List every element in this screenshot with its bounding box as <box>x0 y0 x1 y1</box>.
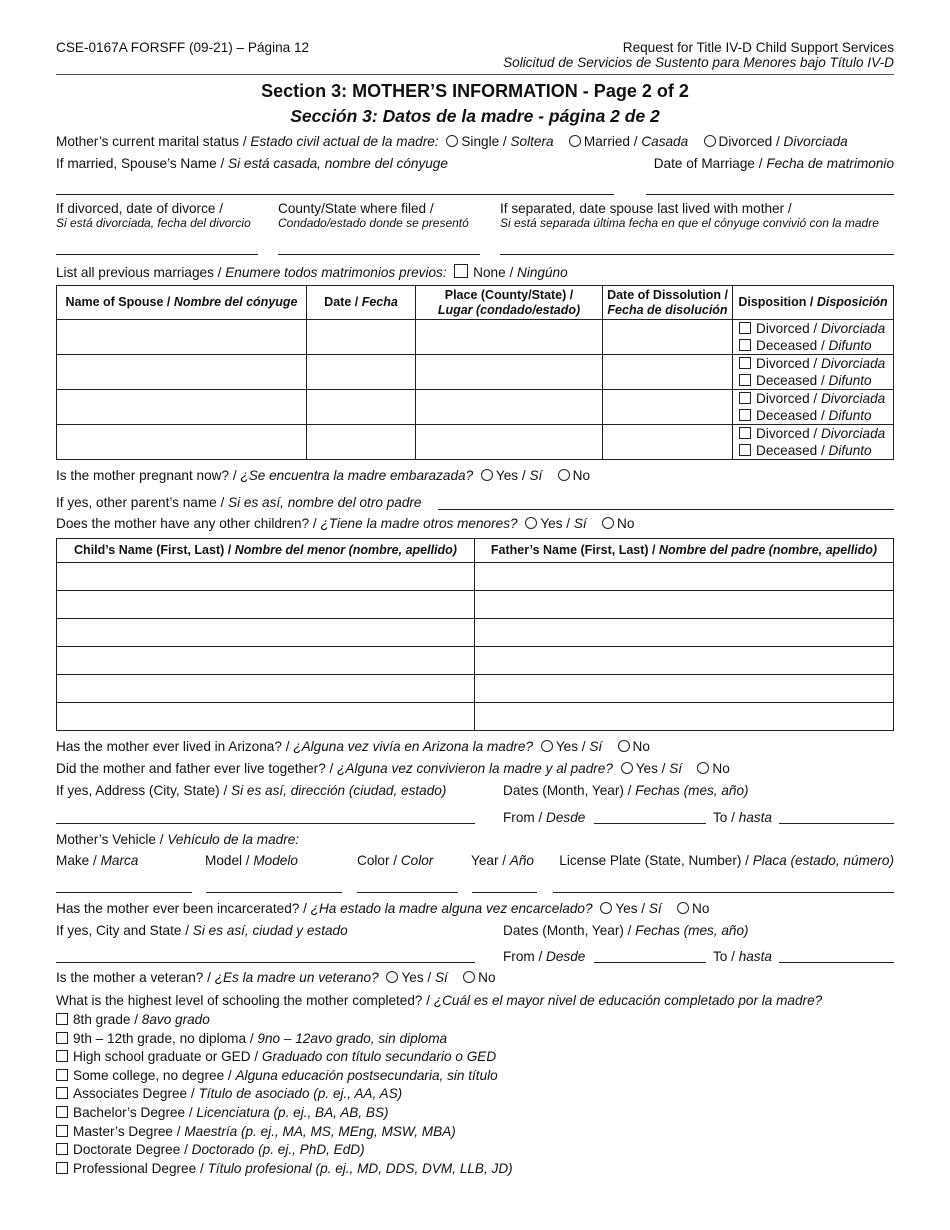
vehicle-color-field[interactable] <box>357 892 458 893</box>
previous-marriages-table <box>56 285 894 460</box>
cell[interactable] <box>307 425 416 460</box>
deceased-checkbox[interactable] <box>739 374 751 386</box>
together-dates-label: Dates (Month, Year) / Fechas (mes, año) <box>503 783 749 798</box>
incarcerated-no-radio[interactable] <box>677 902 689 914</box>
education-option[interactable]: High school graduate or GED / Graduado con título secundario o GED <box>56 1048 513 1067</box>
education-option[interactable]: 8th grade / 8avo grado <box>56 1011 513 1030</box>
vehicle-model-field[interactable] <box>206 892 342 893</box>
cell[interactable] <box>475 619 894 647</box>
vehicle-label: Mother’s Vehicle / Vehículo de la madre: <box>56 832 300 847</box>
table-row <box>57 390 894 425</box>
arizona-question: Has the mother ever lived in Arizona? / ¿Alguna vez vivía en Arizona la madre? Yes / Sí No <box>56 739 650 754</box>
education-option[interactable]: Master’s Degree / Maestría (p. ej., MA, MS, MEng, MSW, MBA) <box>56 1123 513 1142</box>
cell[interactable] <box>307 355 416 390</box>
cell[interactable] <box>57 619 475 647</box>
education-checkbox[interactable] <box>56 1162 68 1174</box>
spouse-name-label: If married, Spouse’s Name / Si está casada, nombre del cónyuge <box>56 156 448 171</box>
cell[interactable] <box>307 390 416 425</box>
children-header-row <box>57 539 894 563</box>
cell[interactable] <box>416 355 603 390</box>
disposition-cell: Divorced / Divorciada Deceased / Difunto <box>733 425 894 460</box>
pregnant-question: Is the mother pregnant now? / ¿Se encuentra la madre embarazada? Yes / Sí No <box>56 468 591 483</box>
vehicle-color-label: Color / Color <box>357 853 434 868</box>
divorced-checkbox[interactable] <box>739 322 751 334</box>
divorced-checkbox[interactable] <box>739 392 751 404</box>
vehicle-year-label: Year / Año <box>471 853 534 868</box>
other-parent-field[interactable] <box>438 509 894 510</box>
children-yes-radio[interactable] <box>525 517 537 529</box>
table-row <box>57 647 894 675</box>
education-option[interactable]: Bachelor’s Degree / Licenciatura (p. ej., BA, AB, BS) <box>56 1104 513 1123</box>
cell[interactable] <box>416 390 603 425</box>
education-checkbox[interactable] <box>56 1106 68 1118</box>
arizona-no-radio[interactable] <box>618 740 630 752</box>
together-from-label: From / Desde <box>503 810 586 825</box>
other-children-question: Does the mother have any other children? / ¿Tiene la madre otros menores? Yes / Sí No <box>56 516 635 531</box>
divorced-radio[interactable] <box>704 135 716 147</box>
cell[interactable] <box>475 647 894 675</box>
cell[interactable] <box>603 425 733 460</box>
table-row <box>57 355 894 390</box>
education-checkbox[interactable] <box>56 1013 68 1025</box>
deceased-checkbox[interactable] <box>739 444 751 456</box>
spouse-name-field[interactable] <box>56 194 614 195</box>
cell[interactable] <box>57 390 307 425</box>
education-option[interactable]: Associates Degree / Título de asociado (p. ej., AA, AS) <box>56 1085 513 1104</box>
divorce-date-field[interactable] <box>56 254 258 255</box>
single-radio[interactable] <box>446 135 458 147</box>
together-yes-radio[interactable] <box>621 762 633 774</box>
education-option[interactable]: 9th – 12th grade, no diploma / 9no – 12avo grado, sin diploma <box>56 1030 513 1049</box>
together-from-field[interactable] <box>594 823 706 824</box>
together-no-radio[interactable] <box>697 762 709 774</box>
cell[interactable] <box>57 675 475 703</box>
form-title-es: Solicitud de Servicios de Sustento para Menores bajo Título IV-D <box>503 55 894 70</box>
cell[interactable] <box>416 320 603 355</box>
education-checkbox[interactable] <box>56 1069 68 1081</box>
table-row <box>57 563 894 591</box>
incarcerated-to-field[interactable] <box>779 962 894 963</box>
cell[interactable] <box>57 591 475 619</box>
cell[interactable] <box>603 320 733 355</box>
disposition-cell: Divorced / Divorciada Deceased / Difunto <box>733 320 894 355</box>
incarcerated-yes-radio[interactable] <box>600 902 612 914</box>
county-filed-label: County/State where filed / Condado/estado donde se presentó <box>278 201 469 230</box>
col-father-name: Father’s Name (First, Last) / Nombre del padre (nombre, apellido) <box>475 539 894 563</box>
cell[interactable] <box>603 355 733 390</box>
vehicle-make-label: Make / Marca <box>56 853 139 868</box>
col-date: Date / Fecha <box>307 286 416 320</box>
vehicle-year-field[interactable] <box>472 892 537 893</box>
married-radio[interactable] <box>569 135 581 147</box>
cell[interactable] <box>57 647 475 675</box>
col-dissolution: Date of Dissolution / Fecha de disolución <box>603 286 733 320</box>
disposition-cell: Divorced / Divorciada Deceased / Difunto <box>733 355 894 390</box>
table-row <box>57 703 894 731</box>
cell[interactable] <box>475 703 894 731</box>
pregnant-no-radio[interactable] <box>558 469 570 481</box>
form-title <box>503 40 894 70</box>
separated-date-label: If separated, date spouse last lived with mother / Si está separada última fecha en que el cónyuge convivió con la madre <box>500 201 879 230</box>
vehicle-model-label: Model / Modelo <box>205 853 298 868</box>
education-option[interactable]: Some college, no degree / Alguna educación postsecundaria, sin título <box>56 1067 513 1086</box>
cell[interactable] <box>603 390 733 425</box>
previous-marriages-label: List all previous marriages / Enumere todos matrimonios previos: None / Ningúno <box>56 265 568 280</box>
section-title-en: Section 3: MOTHER’S INFORMATION - Page 2 of 2 <box>261 81 689 101</box>
cell[interactable] <box>57 425 307 460</box>
table-row <box>57 320 894 355</box>
deceased-checkbox[interactable] <box>739 339 751 351</box>
incarcerated-from-field[interactable] <box>594 962 706 963</box>
incarcerated-city-field[interactable] <box>56 962 475 963</box>
cell[interactable] <box>57 320 307 355</box>
together-to-field[interactable] <box>779 823 894 824</box>
vehicle-plate-label: License Plate (State, Number) / Placa (estado, número) <box>559 853 894 868</box>
education-checkbox[interactable] <box>56 1032 68 1044</box>
education-checkbox[interactable] <box>56 1087 68 1099</box>
divorced-checkbox[interactable] <box>739 357 751 369</box>
table-row <box>57 619 894 647</box>
divorce-date-label: If divorced, date of divorce / Si está divorciada, fecha del divorcio <box>56 201 251 230</box>
table-row <box>57 591 894 619</box>
veteran-question: Is the mother a veteran? / ¿Es la madre un veterano? Yes / Sí No <box>56 970 496 985</box>
divorced-checkbox[interactable] <box>739 427 751 439</box>
incarcerated-city-label: If yes, City and State / Si es así, ciudad y estado <box>56 923 348 938</box>
form-id: CSE-0167A FORSFF (09-21) – Página 12 <box>56 40 310 55</box>
separated-date-field[interactable] <box>500 254 894 255</box>
veteran-yes-radio[interactable] <box>386 971 398 983</box>
together-to-label: To / hasta <box>713 810 772 825</box>
table-row <box>57 675 894 703</box>
vehicle-plate-field[interactable] <box>553 892 894 893</box>
education-checkbox[interactable] <box>56 1143 68 1155</box>
disposition-cell: Divorced / Divorciada Deceased / Difunto <box>733 390 894 425</box>
education-checkbox[interactable] <box>56 1125 68 1137</box>
cell[interactable] <box>57 563 475 591</box>
children-no-radio[interactable] <box>602 517 614 529</box>
together-question: Did the mother and father ever live together? / ¿Alguna vez convivieron la madre y al padre? Yes / Sí No <box>56 761 730 776</box>
incarcerated-question: Has the mother ever been incarcerated? / ¿Ha estado la madre alguna vez encarcelado? Yes / Sí No <box>56 901 710 916</box>
cell[interactable] <box>416 425 603 460</box>
education-options <box>56 1011 513 1178</box>
incarcerated-from-label: From / Desde <box>503 949 586 964</box>
cell[interactable] <box>475 675 894 703</box>
children-table <box>56 538 894 731</box>
education-question: What is the highest level of schooling the mother completed? / ¿Cuál es el mayor nivel de educación completado por la madre? <box>56 993 823 1008</box>
col-disposition: Disposition / Disposición <box>733 286 894 320</box>
together-address-field[interactable] <box>56 823 475 824</box>
cell[interactable] <box>475 563 894 591</box>
cell[interactable] <box>57 355 307 390</box>
col-place: Place (County/State) / Lugar (condado/estado) <box>416 286 603 320</box>
veteran-no-radio[interactable] <box>463 971 475 983</box>
form-title-en: Request for Title IV-D Child Support Services <box>622 40 894 55</box>
education-option[interactable]: Professional Degree / Título profesional (p. ej., MD, DDS, DVM, LLB, JD) <box>56 1160 513 1179</box>
county-filed-field[interactable] <box>278 254 480 255</box>
vehicle-make-field[interactable] <box>56 892 192 893</box>
marital-status-row: Mother’s current marital status / Estado civil actual de la madre: Single / Soltera Married / Casada Divorced / Divorciada <box>56 134 848 149</box>
none-checkbox[interactable] <box>454 264 468 278</box>
date-of-marriage-label: Date of Marriage / Fecha de matrimonio <box>653 156 894 171</box>
pregnant-yes-radio[interactable] <box>481 469 493 481</box>
date-of-marriage-field[interactable] <box>646 194 894 195</box>
other-parent-label: If yes, other parent’s name / Si es así, nombre del otro padre <box>56 495 422 510</box>
together-address-label: If yes, Address (City, State) / Si es así, dirección (ciudad, estado) <box>56 783 447 798</box>
cell[interactable] <box>475 591 894 619</box>
marriages-header-row <box>57 286 894 320</box>
table-row <box>57 425 894 460</box>
header-divider <box>56 74 894 75</box>
cell[interactable] <box>307 320 416 355</box>
deceased-checkbox[interactable] <box>739 409 751 421</box>
education-option[interactable]: Doctorate Degree / Doctorado (p. ej., PhD, EdD) <box>56 1141 513 1160</box>
incarcerated-to-label: To / hasta <box>713 949 772 964</box>
section-title-es: Sección 3: Datos de la madre - página 2 de 2 <box>290 106 660 126</box>
col-child-name: Child’s Name (First, Last) / Nombre del menor (nombre, apellido) <box>57 539 475 563</box>
cell[interactable] <box>57 703 475 731</box>
education-checkbox[interactable] <box>56 1050 68 1062</box>
col-spouse-name: Name of Spouse / Nombre del cónyuge <box>57 286 307 320</box>
arizona-yes-radio[interactable] <box>541 740 553 752</box>
incarcerated-dates-label: Dates (Month, Year) / Fechas (mes, año) <box>503 923 749 938</box>
